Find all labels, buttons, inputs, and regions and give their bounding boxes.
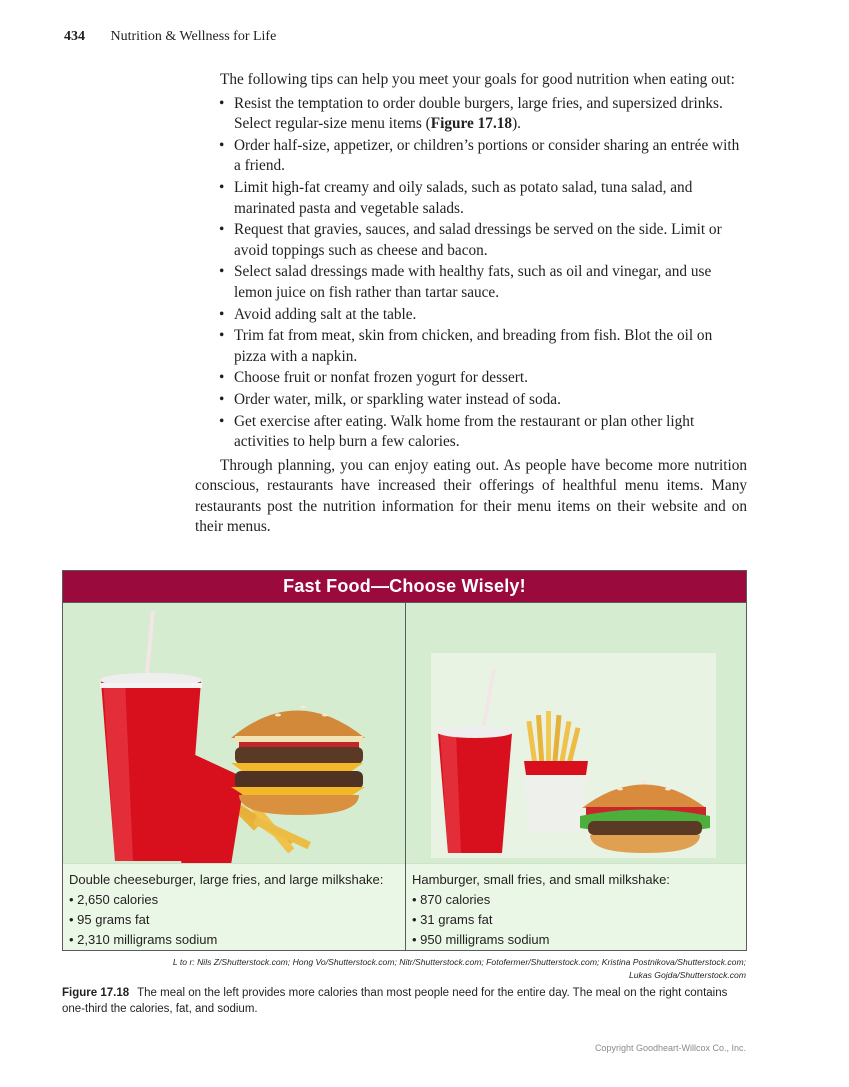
list-item: • Select salad dressings made with healthy fats, such as oil and vinegar, and use lemon juice on fish rather than tartar sauce. <box>219 262 747 303</box>
large-meal-caption <box>63 863 405 950</box>
cup-lid-icon <box>437 726 513 738</box>
copyright-notice: Copyright Goodheart-Willcox Co., Inc. <box>594 1043 746 1053</box>
figure-caption-text: The meal on the left provides more calories than most people need for the entire day. The meal on the right contains one-third the calories, fat, and sodium. <box>62 987 728 1015</box>
list-item: • 950 milligrams sodium <box>412 930 740 950</box>
list-item: • Limit high-fat creamy and oily salads, such as potato salad, tuna salad, and marinated pasta and vegetable salads. <box>219 178 747 219</box>
small-meal-label: Hamburger, small fries, and small milkshake: <box>412 872 670 887</box>
list-item: • Request that gravies, sauces, and salad dressings be served on the side. Limit or avoid toppings such as cheese and bacon. <box>219 220 747 261</box>
straw-icon <box>144 611 155 683</box>
list-item: • Order water, milk, or sparkling water instead of soda. <box>219 390 747 411</box>
page-header <box>64 29 276 45</box>
large-meal-nutrition-list <box>69 890 399 950</box>
large-meal-column <box>63 603 406 950</box>
book-title: Nutrition & Wellness for Life <box>110 29 277 44</box>
closing-paragraph: Through planning, you can enjoy eating out. As people have become more nutrition conscious, restaurants have increased their offerings of healthful menu items. Many restaurants post the nutrition information for their menu items on their website and on their menus. <box>195 456 747 536</box>
list-item: • 870 calories <box>412 890 740 910</box>
list-item: • Get exercise after eating. Walk home from the restaurant or plan other light activities to help burn a few calories. <box>219 412 747 453</box>
large-meal-illustration <box>63 603 405 863</box>
list-item: • 95 grams fat <box>69 910 399 930</box>
page-number: 434 <box>64 29 85 44</box>
fast-food-figure <box>62 570 747 951</box>
list-item: • Avoid adding salt at the table. <box>219 305 747 326</box>
small-meal-photo <box>406 603 746 863</box>
tips-list <box>195 94 747 453</box>
figure-reference: Figure 17.18 <box>430 115 513 133</box>
intro-paragraph: The following tips can help you meet your goals for good nutrition when eating out: <box>220 71 735 88</box>
small-meal-illustration <box>406 603 746 863</box>
list-item: • Trim fat from meat, skin from chicken, and breading from fish. Blot the oil on pizza with a napkin. <box>219 326 747 367</box>
list-item: • Order half-size, appetizer, or children’s portions or consider sharing an entrée with a friend. <box>219 136 747 177</box>
photo-credit-line: L to r: Nils Z/Shutterstock.com; Hong Vo/Shutterstock.com; Nitr/Shutterstock.com; Fotofermer/Shutterstock.com; Kristina Postnikova/Shutterstock.com; <box>172 957 746 967</box>
photo-credit-line: Lukas Gojda/Shutterstock.com <box>628 969 746 980</box>
figure-caption <box>62 985 752 1017</box>
small-meal-caption <box>406 863 746 950</box>
small-meal-column <box>406 603 746 950</box>
fries-box-icon <box>181 753 245 863</box>
small-meal-nutrition-list <box>412 890 740 950</box>
list-item: • Choose fruit or nonfat frozen yogurt for dessert. <box>219 368 747 389</box>
figure-title: Fast Food—Choose Wisely! <box>63 571 746 603</box>
list-item: • Resist the temptation to order double burgers, large fries, and supersized drinks. Select regular-size menu items (Figure 17.18). <box>219 94 747 135</box>
large-meal-label: Double cheeseburger, large fries, and large milkshake: <box>69 872 384 887</box>
double-cheeseburger-icon <box>231 706 365 816</box>
large-meal-photo <box>63 603 405 863</box>
list-item: • 31 grams fat <box>412 910 740 930</box>
photo-credit <box>62 956 746 981</box>
body-text <box>195 70 747 538</box>
list-item: • 2,650 calories <box>69 890 399 910</box>
list-item: • 2,310 milligrams sodium <box>69 930 399 950</box>
figure-label: Figure 17.18 <box>62 987 130 999</box>
